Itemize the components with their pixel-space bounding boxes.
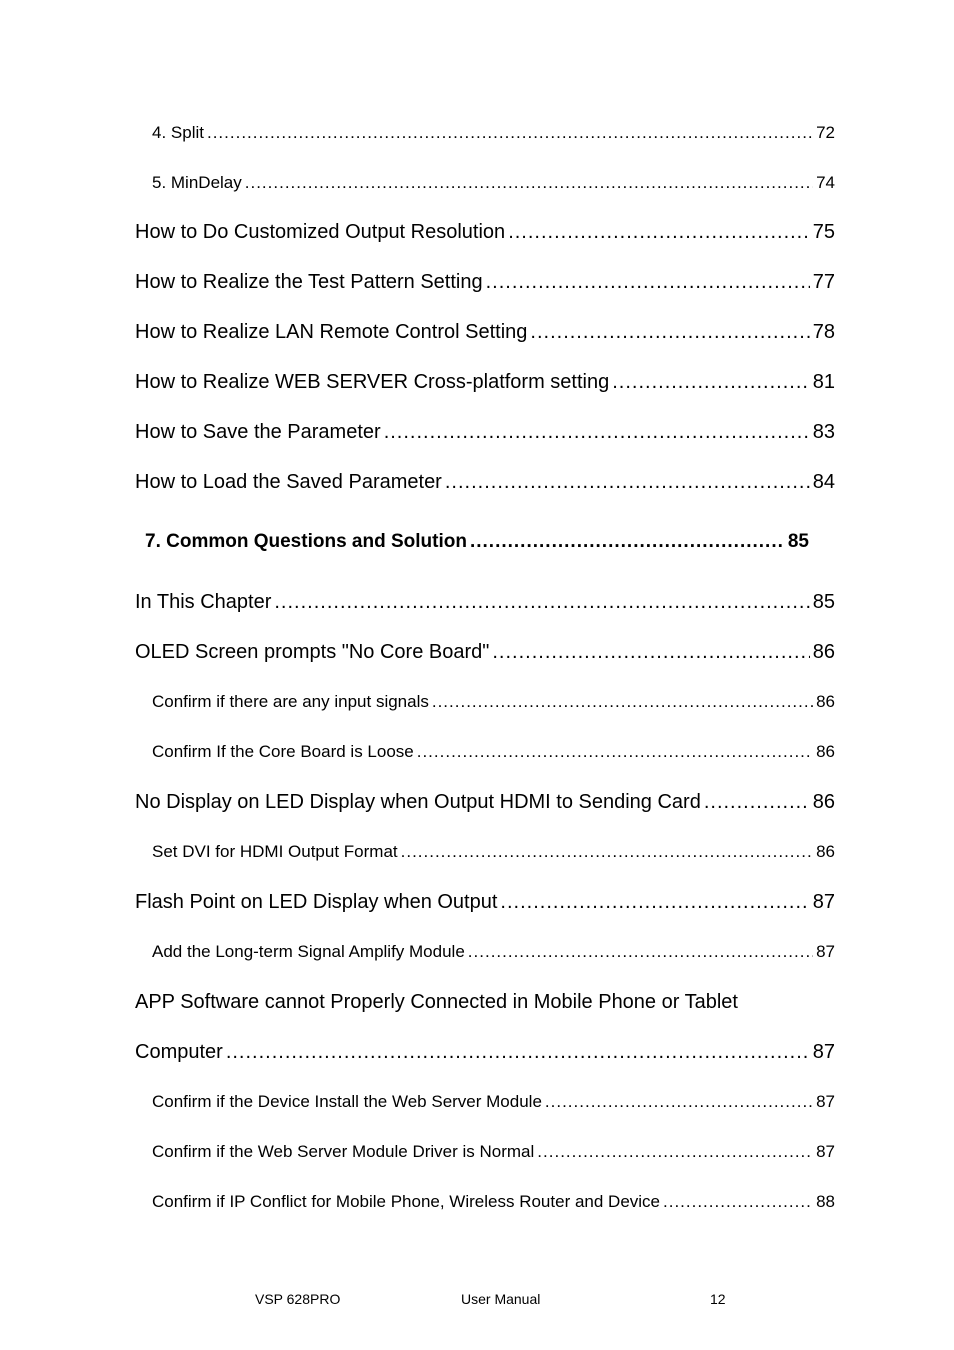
toc-leader: [226, 1041, 810, 1064]
toc-title: OLED Screen prompts "No Core Board": [135, 641, 490, 663]
toc-page: 86: [816, 742, 835, 761]
toc-entry-mindelay[interactable]: [152, 173, 835, 193]
toc-page: 85: [812, 591, 835, 613]
toc-title: Flash Point on LED Display when Output: [135, 891, 498, 913]
toc-title: Computer: [135, 1041, 223, 1063]
toc-entry-in-this-chapter[interactable]: [135, 591, 835, 614]
toc-page: 87: [816, 1142, 835, 1161]
toc-entry-lan-remote-control[interactable]: [135, 321, 835, 344]
toc-leader: [470, 531, 785, 553]
toc-leader: [508, 221, 810, 244]
toc-page: 83: [812, 421, 835, 443]
toc-chapter-common-questions[interactable]: [145, 531, 809, 553]
toc-leader: [468, 942, 813, 962]
toc-entry-web-server-cross-platform[interactable]: [135, 371, 835, 394]
toc-entry-no-display-hdmi[interactable]: [135, 791, 835, 814]
toc-leader: [537, 1142, 813, 1162]
toc-title: Confirm if the Web Server Module Driver is Normal: [152, 1142, 535, 1161]
toc-title: In This Chapter: [135, 591, 272, 613]
toc-title: Set DVI for HDMI Output Format: [152, 842, 398, 861]
toc-page: 81: [812, 371, 835, 393]
toc-title: Confirm if there are any input signals: [152, 692, 429, 711]
toc-leader: [545, 1092, 813, 1112]
toc-leader: [245, 173, 813, 193]
toc-entry-save-parameter[interactable]: [135, 421, 835, 444]
toc-title: How to Realize WEB SERVER Cross-platform setting: [135, 371, 610, 393]
toc-entry-app-software[interactable]: [135, 1041, 835, 1064]
toc-page: 78: [812, 321, 835, 343]
toc-title: 7. Common Questions and Solution: [145, 531, 467, 552]
toc-title: No Display on LED Display when Output HDMI to Sending Card: [135, 791, 701, 813]
toc-entry-split[interactable]: [152, 123, 835, 143]
toc-leader: [445, 471, 810, 494]
toc-leader: [486, 271, 810, 294]
toc-page: 87: [812, 1041, 835, 1063]
toc-title: Confirm if the Device Install the Web Server Module: [152, 1092, 542, 1111]
toc-entry-app-software-line1[interactable]: APP Software cannot Properly Connected in Mobile Phone or Tablet: [135, 991, 738, 1013]
toc-title: How to Realize LAN Remote Control Setting: [135, 321, 528, 343]
toc-page: 74: [816, 173, 835, 192]
toc-entry-flash-point[interactable]: [135, 891, 835, 914]
toc-page: 75: [812, 221, 835, 243]
toc-entry-set-dvi[interactable]: [152, 842, 835, 862]
toc-entry-customized-output-resolution[interactable]: [135, 221, 835, 244]
toc-page: 88: [816, 1192, 835, 1211]
toc-page: 72: [816, 123, 835, 142]
toc-entry-test-pattern-setting[interactable]: [135, 271, 835, 294]
toc-page: 77: [812, 271, 835, 293]
toc-entry-oled-no-core-board[interactable]: [135, 641, 835, 664]
toc-leader: [432, 692, 813, 712]
toc-title: Add the Long-term Signal Amplify Module: [152, 942, 465, 961]
toc-title: 4. Split: [152, 123, 204, 142]
toc-page: 87: [812, 891, 835, 913]
toc-entry-ip-conflict[interactable]: [152, 1192, 835, 1212]
toc-entry-load-saved-parameter[interactable]: [135, 471, 835, 494]
toc-entry-core-board-loose[interactable]: [152, 742, 835, 762]
toc-page: 87: [816, 1092, 835, 1111]
footer-page-number: 12: [710, 1291, 726, 1307]
toc-title: Confirm if IP Conflict for Mobile Phone, Wireless Router and Device: [152, 1192, 660, 1211]
toc-page: 85: [787, 531, 809, 552]
toc-entry-web-server-module-install[interactable]: [152, 1092, 835, 1112]
toc-entry-signal-amplify-module[interactable]: [152, 942, 835, 962]
toc-leader: [612, 371, 810, 394]
toc-title: How to Save the Parameter: [135, 421, 381, 443]
toc-title: Confirm If the Core Board is Loose: [152, 742, 414, 761]
toc-page: 86: [812, 791, 835, 813]
toc-title: How to Load the Saved Parameter: [135, 471, 442, 493]
toc-page: 87: [816, 942, 835, 961]
footer-doc-title: User Manual: [461, 1291, 541, 1307]
toc-leader: [663, 1192, 813, 1212]
toc-leader: [500, 891, 809, 914]
toc-leader: [417, 742, 813, 762]
toc-entry-web-server-driver[interactable]: [152, 1142, 835, 1162]
toc-page: 86: [816, 692, 835, 711]
toc-entry-confirm-input-signals[interactable]: [152, 692, 835, 712]
toc-leader: [384, 421, 810, 444]
toc-page: 84: [812, 471, 835, 493]
toc-page: 86: [812, 641, 835, 663]
toc-leader: [704, 791, 810, 814]
footer-product: VSP 628PRO: [255, 1291, 341, 1307]
toc-leader: [274, 591, 809, 614]
toc-leader: [401, 842, 813, 862]
toc-leader: [492, 641, 809, 664]
toc-title: How to Realize the Test Pattern Setting: [135, 271, 483, 293]
toc-title: 5. MinDelay: [152, 173, 242, 192]
toc-title: How to Do Customized Output Resolution: [135, 221, 506, 243]
toc-leader: [530, 321, 809, 344]
toc-leader: [207, 123, 813, 143]
toc-page: 86: [816, 842, 835, 861]
